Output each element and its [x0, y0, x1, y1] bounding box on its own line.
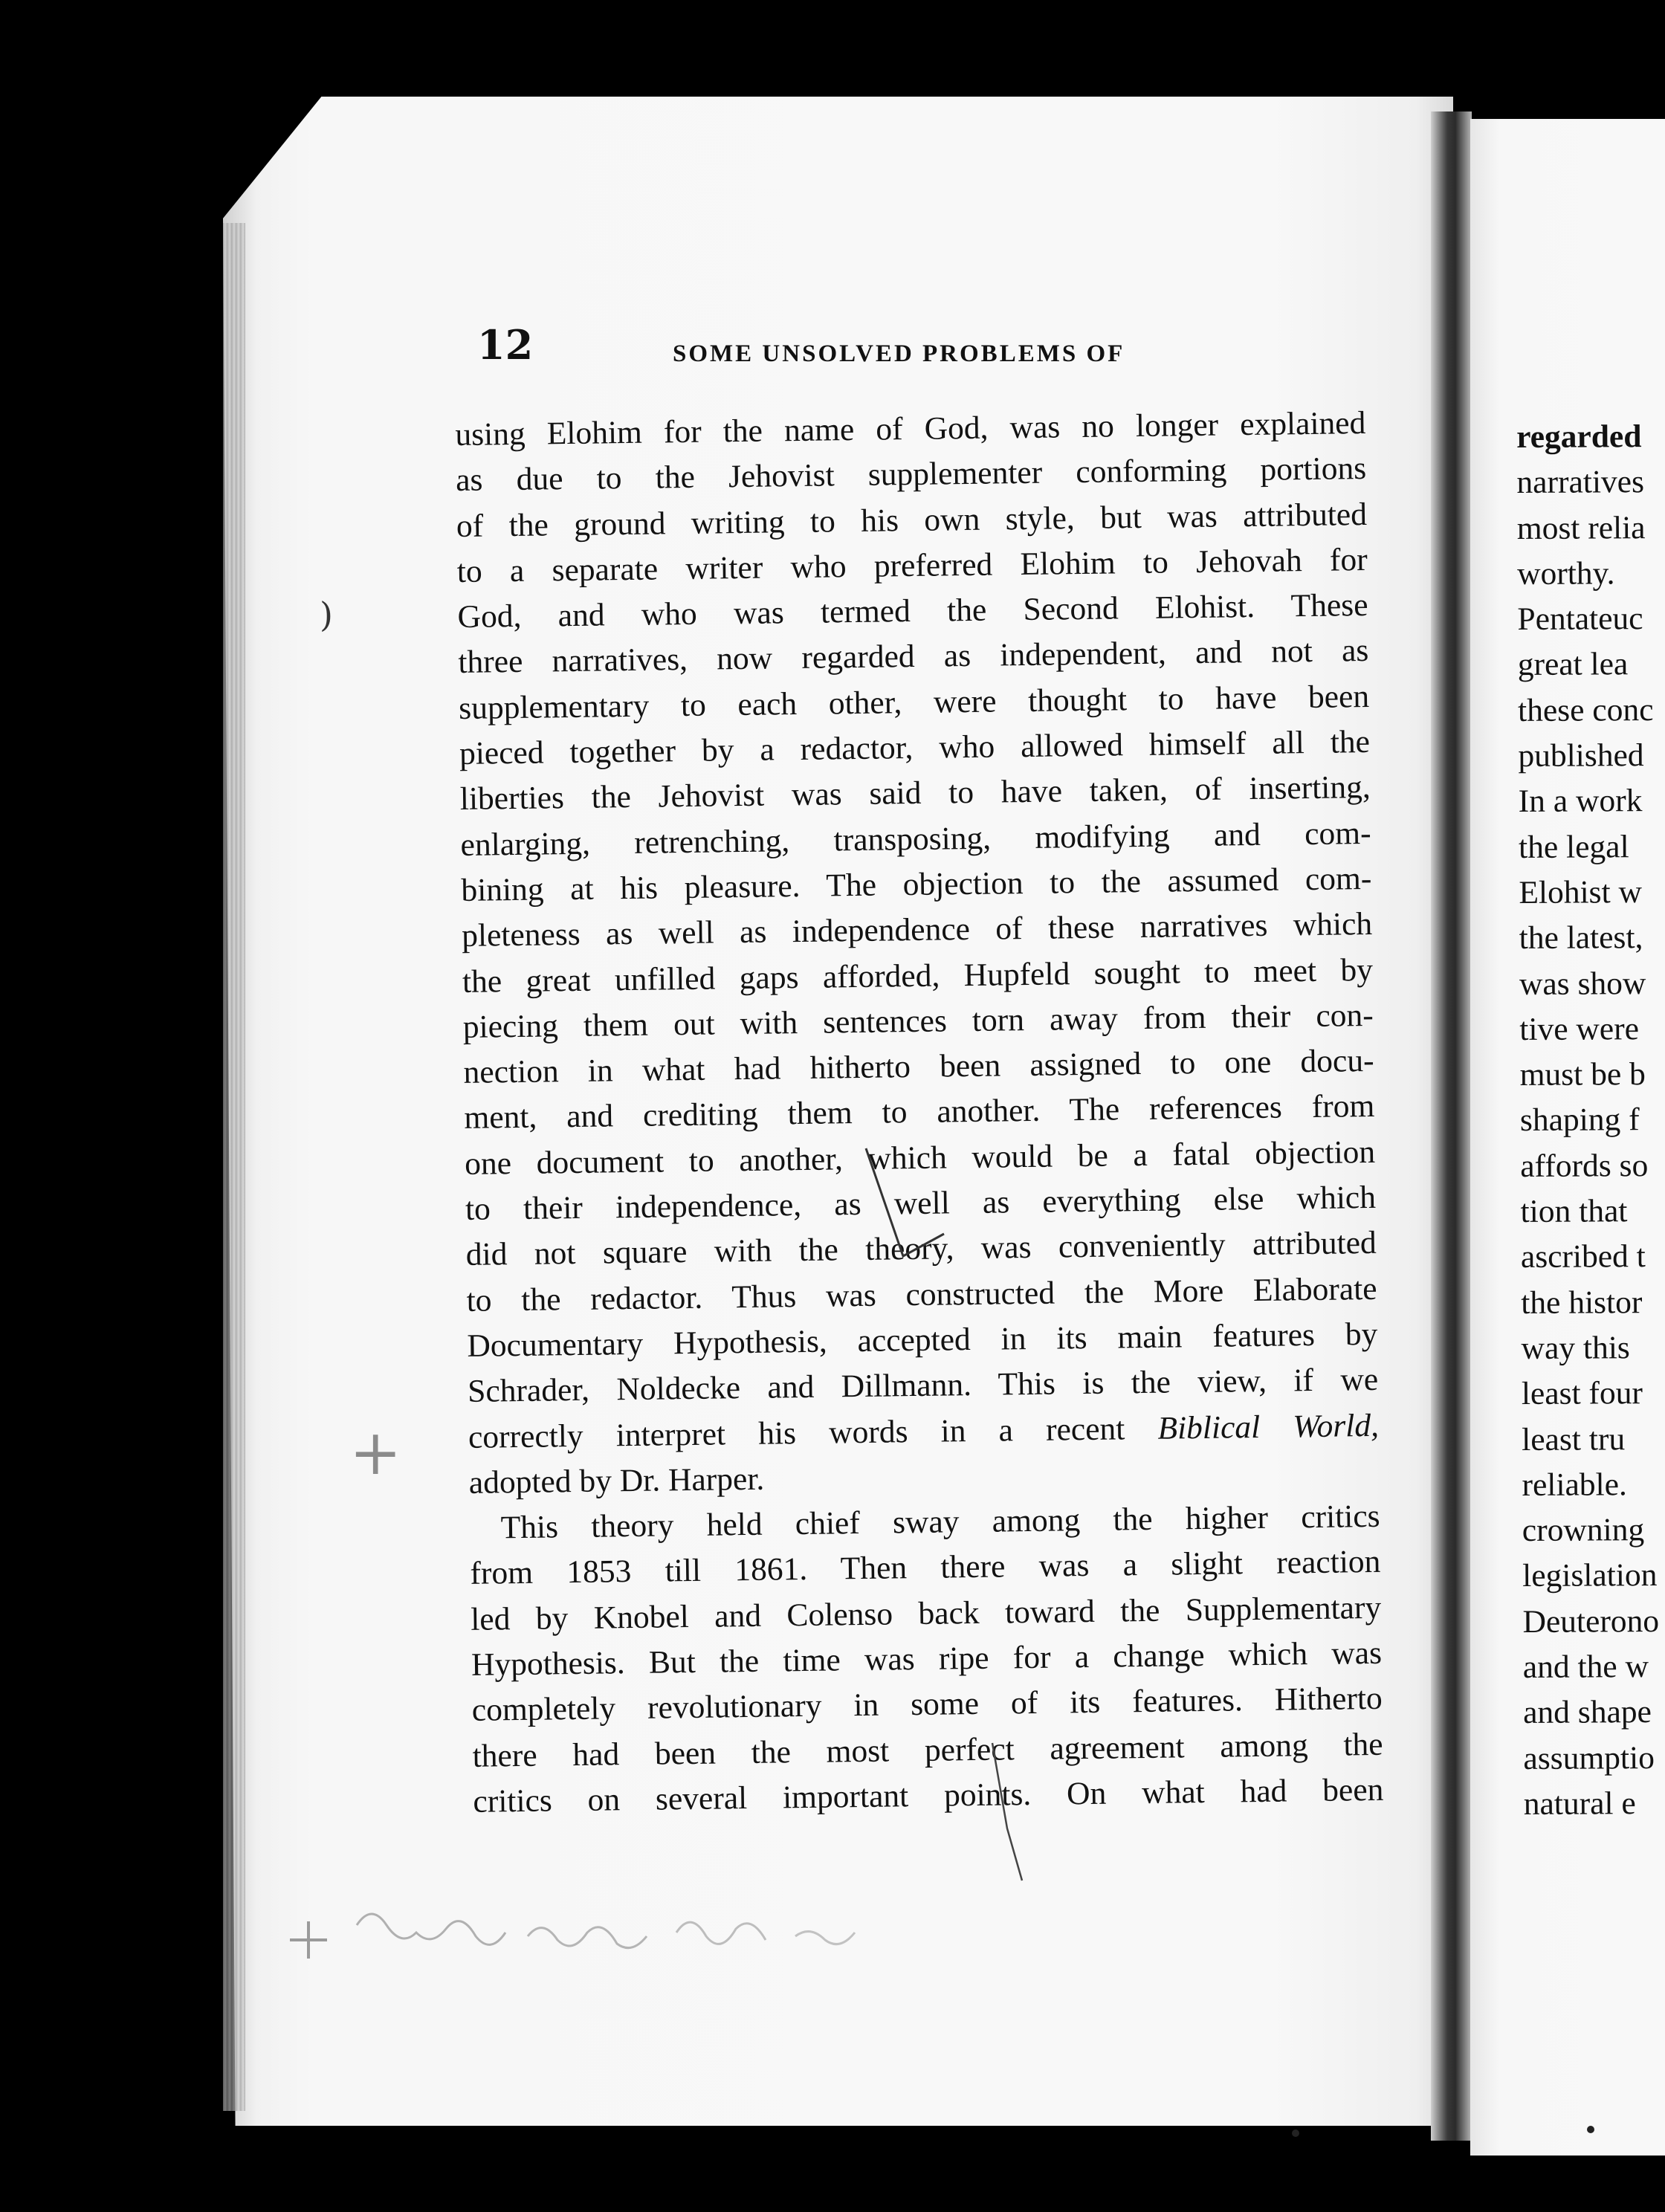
page-number: 12	[477, 321, 534, 369]
text-line: least tru	[1522, 1420, 1626, 1458]
text-line: ment, and crediting them to another. The references from	[464, 1088, 1375, 1136]
text-line: Elohist w	[1519, 874, 1643, 911]
text-line: must be b	[1519, 1056, 1646, 1093]
text-line: and the w	[1522, 1649, 1649, 1685]
text-line: regarded	[1516, 418, 1642, 455]
text-line: least four	[1521, 1375, 1643, 1412]
text-line: to their independence, as well as everything else which	[465, 1179, 1377, 1227]
body-text	[455, 401, 1384, 1825]
text-line: one document to another, which would be a fatal objection	[464, 1134, 1376, 1182]
right-page-text	[1516, 414, 1661, 1827]
text-line: as due to the Jehovist supplementer conforming portions	[455, 450, 1367, 499]
text-line: Documentary Hypothesis, accepted in its main features by	[467, 1316, 1378, 1364]
text-line: God, and who was termed the Second Elohist. These	[457, 587, 1368, 636]
text-line: reliable.	[1522, 1466, 1627, 1503]
text-line: critics on several important points. On what had been	[473, 1771, 1384, 1820]
text-line: the histor	[1521, 1284, 1643, 1321]
text-line: Schrader, Noldecke and Dillmann. This is the view, if we	[467, 1362, 1379, 1410]
text-line: of the ground writing to his own style, but was attributed	[456, 496, 1368, 544]
text-line: Deuterono	[1522, 1603, 1660, 1640]
text-line: completely revolutionary in some of its features. Hitherto	[471, 1681, 1383, 1729]
text-line: to the redactor. Thus was constructed the More Elaborate	[466, 1270, 1377, 1319]
text-line: In a work	[1518, 783, 1643, 820]
running-head: SOME UNSOLVED PROBLEMS OF	[673, 340, 1125, 367]
text-line: enlarging, retrenching, transposing, modifying and com-	[460, 815, 1371, 863]
text-line: assumptio	[1523, 1739, 1655, 1776]
text-line: pieced together by a redactor, who allowed himself all the	[459, 724, 1371, 772]
text-line: affords so	[1520, 1147, 1649, 1184]
text-line: great lea	[1517, 646, 1629, 683]
text-line: narratives	[1516, 464, 1645, 501]
text-line: to a separate writer who preferred Elohim to Jehovah for	[456, 541, 1368, 589]
text-line: way this	[1521, 1330, 1630, 1366]
text-line: tion that	[1520, 1193, 1628, 1230]
text-line: tive were	[1519, 1011, 1640, 1047]
text-line: worthy.	[1516, 555, 1615, 592]
text-line: led by Knobel and Colenso back toward the Supplementary	[470, 1589, 1382, 1637]
text-line: bining at his pleasure. The objection to the assumed com-	[461, 860, 1372, 908]
text-line: Hypothesis. But the time was ripe for a change which was	[471, 1634, 1383, 1683]
text-line: the legal	[1518, 828, 1629, 865]
text-line: there had been the most perfect agreement among the	[472, 1726, 1383, 1774]
pen-stroke	[989, 1739, 1033, 1888]
pencil-scribble	[275, 1873, 1018, 1992]
text-line: the great unfilled gaps afforded, Hupfeld sought to meet by	[462, 951, 1374, 1000]
text-line: most relia	[1516, 509, 1646, 546]
text-line: liberties the Jehovist was said to have taken, of inserting,	[459, 769, 1371, 818]
text-line: nection in what had hitherto been assigned to one docu-	[463, 1043, 1374, 1091]
text-line: Pentateuc	[1517, 601, 1643, 638]
margin-bracket-mark: )	[320, 595, 333, 635]
text-line: crowning	[1522, 1512, 1645, 1549]
text-line: the latest,	[1519, 919, 1643, 957]
text-line: published	[1518, 737, 1644, 774]
text-line: ascribed t	[1520, 1238, 1646, 1275]
text-line: these conc	[1517, 691, 1654, 728]
text-line: natural e	[1523, 1785, 1636, 1822]
text-line: was show	[1519, 965, 1646, 1002]
margin-plus-mark: +	[349, 1416, 402, 1489]
text-line: This theory held chief sway among the higher critics	[500, 1498, 1380, 1546]
ink-speck	[1587, 2126, 1594, 2133]
text-line: adopted by Dr. Harper.	[468, 1461, 765, 1501]
text-line: and shape	[1523, 1694, 1652, 1731]
text-fragment: correctly interpret his words in a recent	[468, 1410, 1158, 1455]
text-line: supplementary to each other, were thought to have been	[458, 678, 1370, 726]
book-gutter	[1431, 111, 1472, 2141]
text-line: pleteness as well as independence of these narratives which	[461, 906, 1373, 954]
text-line: three narratives, now regarded as independent, and not as	[458, 633, 1369, 681]
page-edge	[223, 223, 245, 2111]
text-line: from 1853 till 1861. Then there was a slight reaction	[470, 1544, 1381, 1592]
text-line: piecing them out with sentences torn away from their con-	[462, 997, 1374, 1045]
ink-speck	[1292, 2129, 1299, 2137]
italic-title: Biblical World,	[1157, 1407, 1380, 1446]
pen-stroke	[862, 1145, 951, 1264]
text-line: shaping f	[1519, 1102, 1640, 1139]
text-line: did not square with the theory, was conveniently attributed	[465, 1225, 1377, 1273]
text-line: legislation	[1522, 1557, 1658, 1594]
text-line: using Elohim for the name of God, was no longer explained	[455, 404, 1366, 453]
